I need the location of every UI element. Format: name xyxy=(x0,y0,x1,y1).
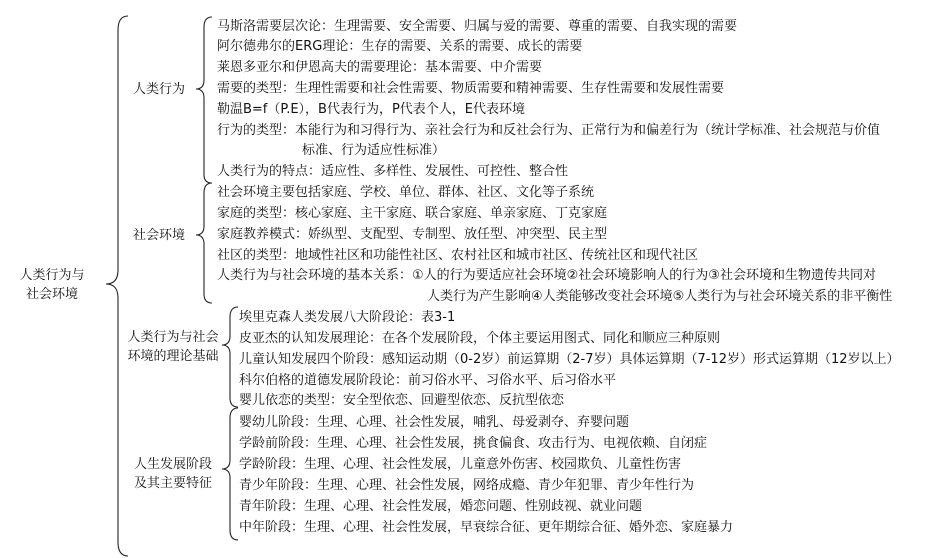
list-item: 马斯洛需要层次论：生理需要、安全需要、归属与爱的需要、尊重的需要、自我实现的需要 xyxy=(217,19,738,34)
list-item: 儿童认知发展四个阶段：感知运动期（0-2岁）前运算期（2-7岁）具体运算期（7-12岁）形式运算期（12岁以上） xyxy=(239,352,900,367)
list-item: 行为的类型：本能行为和习得行为、亲社会行为和反社会行为、正常行为和偏差行为（统计学标准、社会规范与价值 xyxy=(217,123,881,138)
list-item: 青少年阶段：生理、心理、社会性发展，网络成瘾、青少年犯罪、青少年性行为 xyxy=(239,478,695,493)
list-item: 家庭教养模式：娇纵型、支配型、专制型、放任型、冲突型、民主型 xyxy=(217,227,608,242)
root-line-1: 人类行为与 xyxy=(19,268,85,283)
list-item: 人类行为与社会环境的基本关系：①人的行为要适应社会环境②社会环境影响人的行为③社会环境和生物遗传共同对 xyxy=(217,268,876,283)
list-item: 埃里克森人类发展八大阶段论：表3-1 xyxy=(239,310,456,325)
brace-social-environment xyxy=(196,183,212,303)
list-item-continuation: 标准、行为适应性标准） xyxy=(302,143,446,158)
list-item: 莱恩多亚尔和伊恩高夫的需要理论：基本需要、中介需要 xyxy=(217,60,543,75)
list-item: 青年阶段：生理、心理、社会性发展，婚恋问题、性别歧视、就业问题 xyxy=(239,499,643,514)
list-item: 中年阶段：生理、心理、社会性发展，早衰综合征、更年期综合征、婚外恋、家庭暴力 xyxy=(239,520,734,535)
list-item: 人类行为的特点：适应性、多样性、发展性、可控性、整合性 xyxy=(217,164,569,179)
list-item: 家庭的类型：核心家庭、主干家庭、联合家庭、单亲家庭、丁克家庭 xyxy=(217,206,608,221)
list-item: 阿尔德弗尔的ERG理论：生存的需要、关系的需要、成长的需要 xyxy=(217,39,583,54)
list-item: 婴儿依恋的类型：安全型依恋、回避型依恋、反抗型依恋 xyxy=(239,393,565,408)
list-item: 勒温B=f（P.E），B代表行为，P代表个人，E代表环境 xyxy=(217,102,526,117)
list-item: 需要的类型：生理性需要和社会性需要、物质需要和精神需要、生存性需要和发展性需要 xyxy=(217,81,725,96)
brace-life-stages xyxy=(222,408,238,540)
category-title-human-behavior: 人类行为 xyxy=(132,82,185,97)
brace-human-behavior xyxy=(196,17,212,183)
root-brace xyxy=(106,16,128,556)
list-item: 社会环境主要包括家庭、学校、单位、群体、社区、文化等子系统 xyxy=(217,185,595,200)
root-line-2: 社会环境 xyxy=(25,287,78,302)
list-item-continuation: 人类行为产生影响④人类能够改变社会环境⑤人类行为与社会环境关系的非平衡性 xyxy=(427,289,893,304)
category-title-theory-foundation: 人类行为与社会 环境的理论基础 xyxy=(127,330,219,364)
category-title-social-environment: 社会环境 xyxy=(132,228,185,243)
brace-theory-foundation xyxy=(222,307,238,407)
list-item: 社区的类型：地域性社区和功能性社区、农村社区和城市社区、传统社区和现代社区 xyxy=(217,248,699,263)
category-title-life-stages: 人生发展阶段 及其主要特征 xyxy=(133,457,212,491)
list-item: 学龄前阶段：生理、心理、社会性发展，挑食偏食、攻击行为、电视依赖、自闭症 xyxy=(239,436,708,451)
list-item: 学龄阶段：生理、心理、社会性发展，儿童意外伤害、校园欺负、儿童性伤害 xyxy=(239,457,682,472)
list-item: 皮亚杰的认知发展理论：在各个发展阶段，个体主要运用图式、同化和顺应三种原则 xyxy=(239,331,721,346)
list-item: 婴幼儿阶段：生理、心理、社会性发展，哺乳、母爱剥夺、弃婴问题 xyxy=(239,415,630,430)
list-item: 科尔伯格的道德发展阶段论：前习俗水平、习俗水平、后习俗水平 xyxy=(239,373,617,388)
root-topic xyxy=(6,266,98,304)
